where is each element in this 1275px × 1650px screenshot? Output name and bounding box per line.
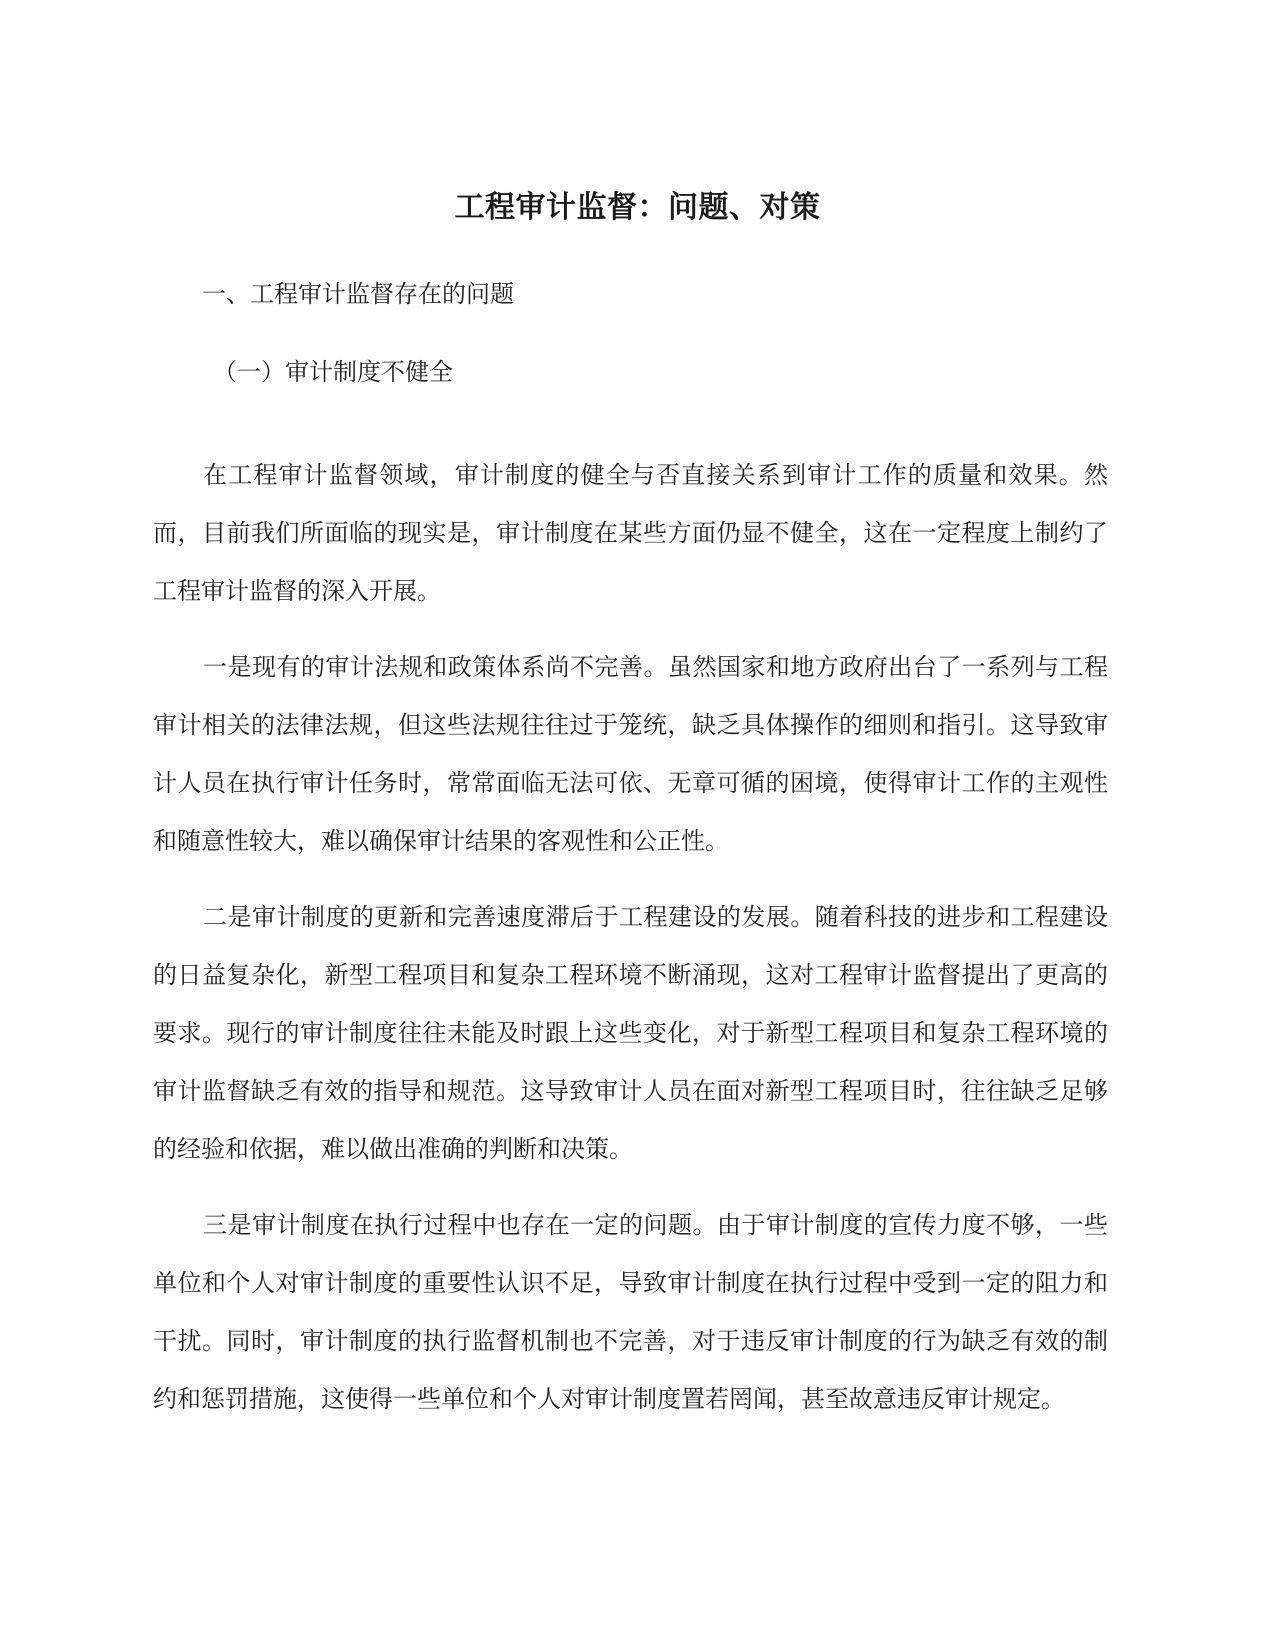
paragraph-3: 二是审计制度的更新和完善速度滞后于工程建设的发展。随着科技的进步和工程建设的日益复杂化，新型工程项目和复杂工程环境不断涌现，这对工程审计监督提出了更高的要求。现行的审计制度往往未能及时跟上这些变化，对于新型工程项目和复杂工程环境的审计监督缺乏有效的指导和规范。这导致审计人员在面对新型工程项目时，往往缺乏足够的经验和依据，难以做出准确的判断和决策。: [153, 903, 1108, 1163]
subsection-heading: （一）审计制度不健全: [213, 358, 453, 386]
document-title: 工程审计监督：问题、对策: [454, 190, 821, 225]
paragraph-4: 三是审计制度在执行过程中也存在一定的问题。由于审计制度的宣传力度不够，一些单位和个人对审计制度的重要性认识不足，导致审计制度在执行过程中受到一定的阻力和干扰。同时，审计制度的执行监督机制也不完善，对于违反审计制度的行为缺乏有效的制约和惩罚措施，这使得一些单位和个人对审计制度置若罔闻，甚至故意违反审计规定。: [153, 1211, 1108, 1413]
paragraph-1: 在工程审计监督领域，审计制度的健全与否直接关系到审计工作的质量和效果。然而，目前我们所面临的现实是，审计制度在某些方面仍显不健全，这在一定程度上制约了工程审计监督的深入开展。: [153, 461, 1108, 605]
section-heading: 一、工程审计监督存在的问题: [202, 280, 514, 308]
paragraph-2: 一是现有的审计法规和政策体系尚不完善。虽然国家和地方政府出台了一系列与工程审计相关的法律法规，但这些法规往往过于笼统，缺乏具体操作的细则和指引。这导致审计人员在执行审计任务时，常常面临无法可依、无章可循的困境，使得审计工作的主观性和随意性较大，难以确保审计结果的客观性和公正性。: [153, 653, 1108, 855]
